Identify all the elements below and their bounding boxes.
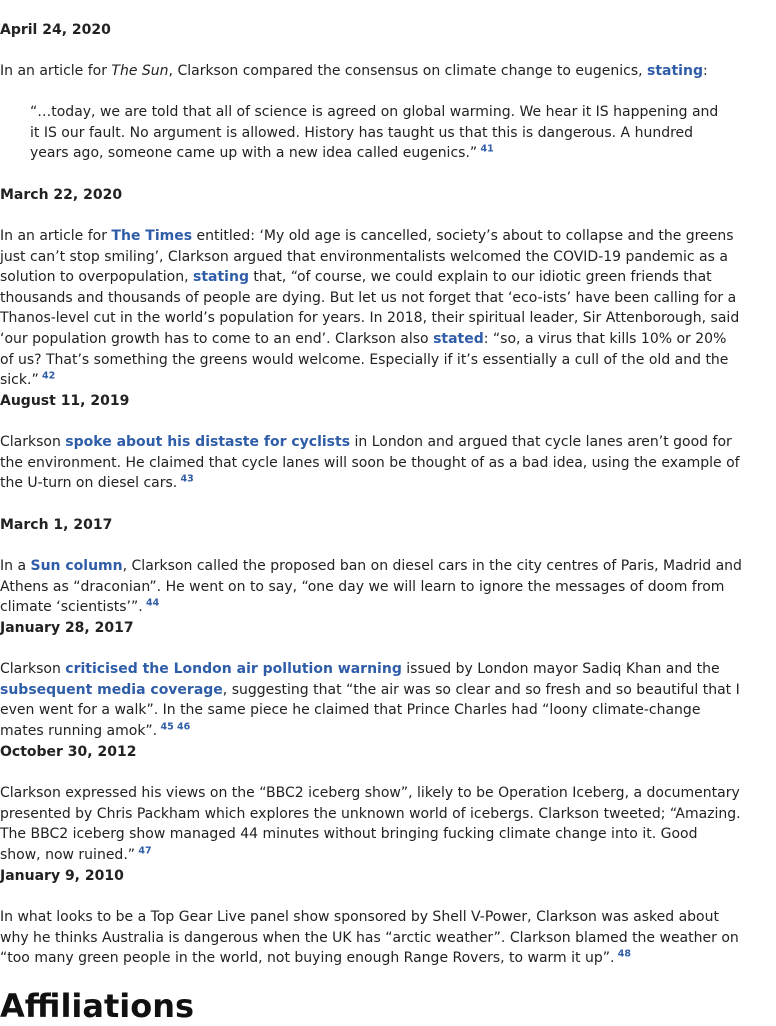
entry-date: April 24, 2020 — [0, 22, 111, 38]
section-heading: Affiliations — [0, 987, 195, 1025]
stating-link[interactable]: stating — [647, 63, 703, 79]
entry-paragraph: Clarkson spoke about his distaste for cyclists in London and argued that cycle lanes aren’t good for the environment. He claimed that cycle lanes will soon be thought of as a bad idea, using the example of the U-turn on diesel cars. $^{43}$ — [0, 434, 740, 492]
the-times-link[interactable]: The Times — [111, 228, 193, 244]
footnote-ref[interactable]: 46 — [177, 721, 191, 733]
sun-column-link[interactable]: Sun column — [30, 558, 123, 574]
entry-date: January 9, 2010 — [0, 868, 124, 884]
cyclists-link[interactable]: spoke about his distaste for cyclists — [65, 434, 351, 450]
footnote-ref[interactable]: 42 — [42, 370, 56, 382]
footnote-ref[interactable]: 44 — [146, 597, 160, 609]
entry-date: March 22, 2020 — [0, 187, 123, 203]
footnote-ref[interactable]: 43 — [180, 473, 194, 485]
entry-paragraph: Clarkson criticised the London air pollution warning issued by London mayor Sadiq Khan and the subsequent media coverage, suggesting that “the air was so clear and so fresh and so beautiful that I even went for a walk”. In the same piece he claimed that Prince Charles had “loony climate-change mates running amok”. $^{45 46}$ — [0, 661, 740, 739]
entry-date: March 1, 2017 — [0, 517, 113, 533]
footnote-ref[interactable]: 45 — [160, 721, 174, 733]
media-coverage-link[interactable]: subsequent media coverage — [0, 681, 223, 698]
entry-date: August 11, 2019 — [0, 393, 130, 409]
stating-link[interactable]: stating — [193, 269, 249, 286]
block-quote: “…today, we are told that all of science is agreed on global warming. We hear it IS happening and it IS our fault. No argument is allowed. History has taught us that this is dangerous. A hundred years ago, someone came up with a new idea called eugenics.” $^{41}$ — [30, 104, 719, 162]
stated-link[interactable]: stated — [433, 330, 484, 347]
entry-paragraph: In an article for The Sun, Clarkson compared the consensus on climate change to eugenics, stating: — [0, 63, 708, 79]
entry-paragraph: In a Sun column, Clarkson called the proposed ban on diesel cars in the city centres of Paris, Madrid and Athens as “draconian”. He went on to say, “one day we will learn to ignore the messages of doom from climate ‘scientists’”. $^{44}$ — [0, 558, 742, 616]
footnote-ref[interactable]: 41 — [480, 143, 494, 155]
air-pollution-warning-link[interactable]: criticised the London air pollution warning — [65, 661, 402, 677]
entry-paragraph: In what looks to be a Top Gear Live panel show sponsored by Shell V-Power, Clarkson was asked about why he thinks Australia is dangerous when the UK has “arctic weather”. Clarkson blamed the weather on “too many green people in the world, not buying enough Range Rovers, to warm it up”. $^{48}$ — [0, 909, 739, 967]
footnote-ref[interactable]: 48 — [617, 948, 631, 960]
entry-date: October 30, 2012 — [0, 744, 137, 760]
entry-paragraph: Clarkson expressed his views on the “BBC2 iceberg show”, likely to be Operation Iceberg, a documentary presented by Chris Packham which explores the unknown world of icebergs. Clarkson tweeted; “Amazing. The BBC2 iceberg show managed 44 minutes without bringing fucking climate change into it. Good show, now ruined.” $^{47}$ — [0, 785, 741, 863]
entry-paragraph: In an article for The Times entitled: ‘My old age is cancelled, society’s about to collapse and the greens just can’t stop smiling’, Clarkson argued that environmentalists welcomed the COVID-19 pandemic as a solution to overpopulation, stating that, “of course, we could explain to our idiotic green friends that thousands and thousands of people are dying. But let us not forget that ‘eco-ists’ have been calling for a Thanos-level cut in the world’s population for years. In 2018, their spiritual leader, Sir Attenborough, said ‘our population growth has to come to an end’. Clarkson also stated: “so, a virus that kills 10% or 20% of us? That’s something the greens would welcome. Especially if it’s essentially a cull of the old and the sick.” $^{42}$ — [0, 228, 740, 389]
entry-date: January 28, 2017 — [0, 620, 134, 636]
footnote-ref[interactable]: 47 — [138, 845, 152, 857]
source-name: The Sun — [111, 63, 169, 79]
